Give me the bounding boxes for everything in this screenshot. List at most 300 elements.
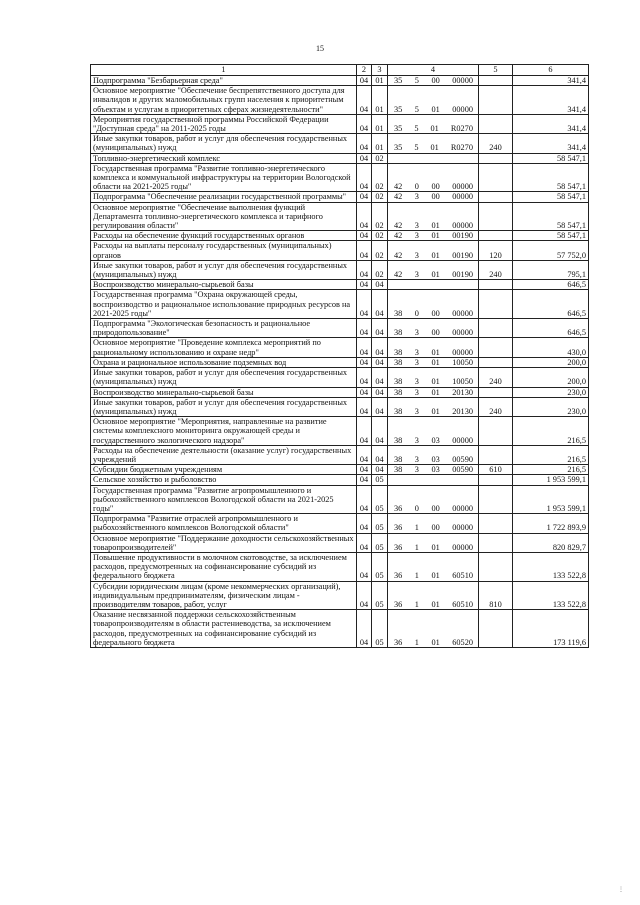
section-code: 04 (357, 260, 372, 279)
table-row (91, 581, 589, 610)
code-part: 00 (431, 308, 440, 318)
section-code: 04 (357, 319, 372, 338)
table-row (91, 552, 589, 581)
table-row (91, 114, 589, 133)
subsection-code: 04 (372, 387, 388, 397)
code-part: 38 (394, 347, 403, 357)
expense-type-code: 120 (479, 241, 513, 260)
table-row (91, 260, 589, 279)
target-article-code (388, 192, 479, 202)
amount: 230,0 (513, 387, 589, 397)
amount: 1 722 893,9 (513, 514, 589, 533)
code-part: 3 (414, 435, 419, 445)
code-part: 5 (414, 76, 419, 85)
code-part: 00 (431, 328, 440, 338)
subsection-code: 04 (372, 357, 388, 367)
code-part: 01 (431, 387, 440, 397)
amount: 1 953 599,1 (513, 485, 589, 514)
target-article-code (388, 368, 479, 387)
code-part: 00 (431, 182, 440, 192)
subsection-code: 02 (372, 241, 388, 260)
section-code: 04 (357, 417, 372, 446)
expense-type-code (479, 338, 513, 357)
item-name: Основное мероприятие "Обеспечение беспрепятственного доступа для инвалидов и других маломобильных групп населения к приоритетным объектам и услугам в приоритетных сферах жизнедеятельности" (91, 86, 357, 115)
table-row (91, 134, 589, 153)
code-part: 36 (394, 599, 403, 609)
subsection-code: 01 (372, 76, 388, 86)
subsection-code: 05 (372, 485, 388, 514)
amount: 58 547,1 (513, 192, 589, 202)
amount: 200,0 (513, 357, 589, 367)
table-row (91, 397, 589, 416)
target-article-code (388, 387, 479, 397)
target-article-code (388, 241, 479, 260)
code-part: 1 (414, 523, 419, 533)
expense-type-code (479, 417, 513, 446)
code-part: 0 (414, 182, 419, 192)
code-part: 01 (431, 406, 440, 416)
code-part: 1 (414, 542, 419, 552)
item-name: Повышение продуктивности в молочном скотоводстве, за исключением расходов, предусмотренных на софинансирование субсидий из федерального бюджета (91, 552, 357, 581)
code-part: 38 (394, 387, 403, 397)
code-part: 00590 (452, 454, 473, 464)
code-part: 3 (414, 270, 419, 280)
code-part: 38 (394, 406, 403, 416)
code-part: 01 (431, 542, 440, 552)
target-article-code (388, 581, 479, 610)
code-part: 42 (394, 221, 403, 231)
section-code: 04 (357, 357, 372, 367)
amount: 57 752,0 (513, 241, 589, 260)
code-part: 35 (394, 76, 403, 85)
code-part: 01 (430, 124, 439, 134)
amount: 341,4 (513, 86, 589, 115)
section-code: 04 (357, 338, 372, 357)
item-name: Основное мероприятие "Проведение комплекса мероприятий по рациональному использованию и охране недр" (91, 338, 357, 357)
amount: 133 522,8 (513, 581, 589, 610)
code-part: 42 (394, 270, 403, 280)
scan-mark: ⋮ (618, 887, 624, 893)
amount: 58 547,1 (513, 153, 589, 163)
table-row (91, 231, 589, 241)
subsection-code: 04 (372, 290, 388, 319)
code-part: 36 (394, 503, 403, 513)
code-part: 3 (414, 406, 419, 416)
item-name: Субсидии юридическим лицам (кроме некоммерческих организаций), индивидуальным предпринимателям, физическим лицам - производителям товаров, работ, услуг (91, 581, 357, 610)
column-header: 6 (513, 65, 589, 76)
item-name: Мероприятия государственной программы Российской Федерации "Доступная среда" на 2011-2025 годы (91, 114, 357, 133)
page-number: 15 (316, 44, 324, 53)
target-article-code (388, 290, 479, 319)
item-name: Иные закупки товаров, работ и услуг для обеспечения государственных (муниципальных) нужд (91, 397, 357, 416)
budget-table (90, 64, 589, 648)
section-code: 04 (357, 163, 372, 192)
section-code: 04 (357, 134, 372, 153)
section-code: 04 (357, 231, 372, 241)
section-code: 04 (357, 485, 372, 514)
code-part: 42 (394, 250, 403, 260)
subsection-code: 05 (372, 514, 388, 533)
subsection-code: 04 (372, 417, 388, 446)
table-row (91, 445, 589, 464)
subsection-code: 05 (372, 475, 388, 485)
target-article-code (388, 114, 479, 133)
code-part: 01 (431, 221, 440, 231)
code-part: 00190 (452, 250, 473, 260)
item-name: Основное мероприятие "Обеспечение выполнения функций Департамента топливно-энергетического комплекса и тарифного регулирования области" (91, 202, 357, 231)
amount: 216,5 (513, 417, 589, 446)
code-part: 3 (414, 357, 419, 367)
subsection-code: 04 (372, 397, 388, 416)
table-row (91, 192, 589, 202)
section-code: 04 (357, 368, 372, 387)
code-part: 00000 (452, 308, 473, 318)
code-part: 03 (431, 465, 440, 475)
code-part: 00000 (452, 523, 473, 533)
code-part: 1 (414, 571, 419, 581)
code-part: 60520 (452, 637, 473, 647)
subsection-code: 04 (372, 280, 388, 290)
code-part: 00000 (452, 182, 473, 192)
section-code: 04 (357, 76, 372, 86)
code-part: 00190 (452, 270, 473, 280)
target-article-code (388, 552, 479, 581)
item-name: Воспроизводство минерально-сырьевой базы (91, 387, 357, 397)
amount: 820 829,7 (513, 533, 589, 552)
table-row (91, 241, 589, 260)
target-article-code (388, 610, 479, 648)
item-name: Расходы на обеспечение функций государственных органов (91, 231, 357, 241)
section-code: 04 (357, 397, 372, 416)
code-part: 1 (414, 637, 419, 647)
item-name: Расходы на обеспечение деятельности (оказание услуг) государственных учреждений (91, 445, 357, 464)
item-name: Государственная программа "Развитие топливно-энергетического комплекса и коммунальной инфраструктуры на территории Вологодской области на 2021-2025 годы" (91, 163, 357, 192)
item-name: Подпрограмма "Экологическая безопасность и рациональное природопользование" (91, 319, 357, 338)
table-row (91, 319, 589, 338)
code-part: 38 (394, 435, 403, 445)
item-name: Государственная программа "Охрана окружающей среды, воспроизводство и рациональное использование природных ресурсов на 2021-2025 годы" (91, 290, 357, 319)
item-name: Иные закупки товаров, работ и услуг для обеспечения государственных (муниципальных) нужд (91, 134, 357, 153)
amount: 58 547,1 (513, 163, 589, 192)
section-code: 04 (357, 114, 372, 133)
code-part: 01 (431, 637, 440, 647)
amount: 795,1 (513, 260, 589, 279)
expense-type-code (479, 387, 513, 397)
code-part: 5 (414, 104, 419, 114)
target-article-code (388, 86, 479, 115)
table-row (91, 465, 589, 475)
code-part: 01 (431, 347, 440, 357)
item-name: Охрана и рациональное использование подземных вод (91, 357, 357, 367)
item-name: Подпрограмма "Обеспечение реализации государственной программы" (91, 192, 357, 202)
amount: 646,5 (513, 290, 589, 319)
subsection-code: 02 (372, 192, 388, 202)
code-part: 42 (394, 182, 403, 192)
subsection-code: 04 (372, 445, 388, 464)
code-part: R0270 (450, 143, 473, 153)
section-code: 04 (357, 86, 372, 115)
code-part: 38 (394, 454, 403, 464)
code-part: 01 (431, 270, 440, 280)
code-part: 00590 (452, 465, 473, 475)
target-article-code (388, 397, 479, 416)
section-code: 04 (357, 610, 372, 648)
item-name: Воспроизводство минерально-сырьевой базы (91, 280, 357, 290)
amount: 133 522,8 (513, 552, 589, 581)
table-row (91, 280, 589, 290)
expense-type-code: 240 (479, 260, 513, 279)
code-part: 3 (414, 454, 419, 464)
expense-type-code (479, 610, 513, 648)
code-part: 3 (414, 221, 419, 231)
target-article-code (388, 485, 479, 514)
item-name: Государственная программа "Развитие агропромышленного и рыбохозяйственного комплексов Вологодской области на 2021-2025 годы" (91, 485, 357, 514)
code-part: 3 (414, 347, 419, 357)
table-row (91, 610, 589, 648)
amount: 341,4 (513, 114, 589, 133)
item-name: Оказание несвязанной поддержки сельскохозяйственным товаропроизводителям в области растениеводства, за исключением расходов, предусмотренных на софинансирование субсидий из федерального бюджета (91, 610, 357, 648)
code-part: 00000 (452, 221, 473, 231)
expense-type-code (479, 357, 513, 367)
target-article-code (388, 338, 479, 357)
expense-type-code (479, 445, 513, 464)
code-part: 3 (414, 465, 419, 475)
subsection-code: 01 (372, 114, 388, 133)
expense-type-code (479, 76, 513, 86)
code-part: 01 (430, 143, 439, 153)
expense-type-code (479, 280, 513, 290)
subsection-code: 04 (372, 465, 388, 475)
code-part: 00 (431, 503, 440, 513)
subsection-code: 02 (372, 231, 388, 241)
subsection-code: 05 (372, 581, 388, 610)
code-part: 42 (394, 192, 403, 202)
subsection-code: 05 (372, 610, 388, 648)
subsection-code: 05 (372, 533, 388, 552)
table-row (91, 202, 589, 231)
table-row (91, 357, 589, 367)
code-part: 20130 (452, 406, 473, 416)
table-row (91, 533, 589, 552)
target-article-code (388, 319, 479, 338)
expense-type-code (479, 319, 513, 338)
subsection-code: 05 (372, 552, 388, 581)
code-part: 10050 (452, 377, 473, 387)
expense-type-code: 240 (479, 397, 513, 416)
expense-type-code (479, 475, 513, 485)
table-row (91, 368, 589, 387)
target-article-code (388, 465, 479, 475)
code-part: 00000 (452, 435, 473, 445)
code-part: 35 (394, 143, 403, 153)
table-row (91, 290, 589, 319)
subsection-code: 04 (372, 368, 388, 387)
code-part: 20130 (452, 387, 473, 397)
expense-type-code (479, 533, 513, 552)
subsection-code: 04 (372, 338, 388, 357)
code-part: 38 (394, 328, 403, 338)
expense-type-code: 240 (479, 134, 513, 153)
code-part: 38 (394, 308, 403, 318)
code-part: 60510 (452, 571, 473, 581)
code-part: 01 (431, 377, 440, 387)
column-header: 2 (357, 65, 372, 76)
expense-type-code (479, 485, 513, 514)
expense-type-code (479, 114, 513, 133)
item-name: Основное мероприятие "Поддержание доходности сельскохозяйственных товаропроизводителей" (91, 533, 357, 552)
table-row (91, 153, 589, 163)
code-part: 3 (414, 231, 419, 241)
code-part: 5 (414, 143, 419, 153)
expense-type-code (479, 153, 513, 163)
item-name: Расходы на выплаты персоналу государственных (муниципальных) органов (91, 241, 357, 260)
amount: 58 547,1 (513, 231, 589, 241)
code-part: 36 (394, 523, 403, 533)
item-name: Подпрограмма "Безбарьерная среда" (91, 76, 357, 86)
target-article-code (388, 357, 479, 367)
code-part: 01 (431, 231, 440, 241)
expense-type-code (479, 86, 513, 115)
code-part: R0270 (450, 124, 473, 134)
code-part: 0 (414, 503, 419, 513)
target-article-code (388, 202, 479, 231)
expense-type-code (479, 163, 513, 192)
section-code: 04 (357, 581, 372, 610)
subsection-code: 01 (372, 86, 388, 115)
table-row (91, 338, 589, 357)
expense-type-code (479, 202, 513, 231)
table-body (91, 76, 589, 648)
code-part: 1 (414, 599, 419, 609)
section-code: 04 (357, 552, 372, 581)
code-part: 3 (414, 377, 419, 387)
code-part: 00000 (452, 104, 473, 114)
item-name: Сельское хозяйство и рыболовство (91, 475, 357, 485)
code-part: 01 (431, 104, 440, 114)
code-part: 3 (414, 328, 419, 338)
code-part: 36 (394, 571, 403, 581)
section-code: 04 (357, 290, 372, 319)
code-part: 00 (431, 76, 440, 85)
subsection-code: 04 (372, 319, 388, 338)
target-article-code (388, 76, 479, 86)
column-header: 4 (388, 65, 479, 76)
target-article-code (388, 280, 479, 290)
expense-type-code: 610 (479, 465, 513, 475)
expense-type-code (479, 514, 513, 533)
code-part: 42 (394, 231, 403, 241)
code-part: 38 (394, 465, 403, 475)
table-row (91, 387, 589, 397)
table-row (91, 76, 589, 86)
expense-type-code (479, 552, 513, 581)
subsection-code: 02 (372, 153, 388, 163)
subsection-code: 02 (372, 260, 388, 279)
expense-type-code (479, 231, 513, 241)
code-part: 00000 (452, 542, 473, 552)
expense-type-code (479, 192, 513, 202)
table-row (91, 514, 589, 533)
amount: 341,4 (513, 76, 589, 86)
code-part: 01 (431, 250, 440, 260)
amount: 173 119,6 (513, 610, 589, 648)
code-part: 01 (431, 357, 440, 367)
section-code: 04 (357, 202, 372, 231)
section-code: 04 (357, 445, 372, 464)
target-article-code (388, 260, 479, 279)
amount: 1 953 599,1 (513, 475, 589, 485)
section-code: 04 (357, 465, 372, 475)
column-header: 5 (479, 65, 513, 76)
header-row (91, 65, 589, 76)
amount: 646,5 (513, 319, 589, 338)
subsection-code: 01 (372, 134, 388, 153)
code-part: 01 (431, 571, 440, 581)
code-part: 36 (394, 542, 403, 552)
item-name: Субсидии бюджетным учреждениям (91, 465, 357, 475)
code-part: 3 (414, 192, 419, 202)
amount: 200,0 (513, 368, 589, 387)
item-name: Иные закупки товаров, работ и услуг для обеспечения государственных (муниципальных) нужд (91, 260, 357, 279)
expense-type-code: 810 (479, 581, 513, 610)
table-row (91, 417, 589, 446)
code-part: 00000 (452, 503, 473, 513)
table-row (91, 485, 589, 514)
section-code: 04 (357, 514, 372, 533)
expense-type-code: 240 (479, 368, 513, 387)
code-part: 00000 (452, 192, 473, 202)
target-article-code (388, 231, 479, 241)
amount: 58 547,1 (513, 202, 589, 231)
amount: 430,0 (513, 338, 589, 357)
code-part: 10050 (452, 357, 473, 367)
column-header: 1 (91, 65, 357, 76)
amount: 216,5 (513, 445, 589, 464)
section-code: 04 (357, 533, 372, 552)
section-code: 04 (357, 387, 372, 397)
code-part: 60510 (452, 599, 473, 609)
target-article-code (388, 514, 479, 533)
code-part: 00000 (452, 76, 473, 85)
table-row (91, 86, 589, 115)
item-name: Основное мероприятие "Мероприятия, направленные на развитие системы комплексного мониторинга окружающей среды и государственного экологического надзора" (91, 417, 357, 446)
subsection-code: 02 (372, 163, 388, 192)
section-code: 04 (357, 153, 372, 163)
code-part: 01 (431, 599, 440, 609)
code-part: 03 (431, 454, 440, 464)
code-part: 00 (431, 523, 440, 533)
column-header: 3 (372, 65, 388, 76)
expense-type-code (479, 290, 513, 319)
item-name: Топливно-энергетический комплекс (91, 153, 357, 163)
target-article-code (388, 417, 479, 446)
section-code: 04 (357, 241, 372, 260)
code-part: 00000 (452, 347, 473, 357)
amount: 341,4 (513, 134, 589, 153)
target-article-code (388, 163, 479, 192)
item-name: Иные закупки товаров, работ и услуг для обеспечения государственных (муниципальных) нужд (91, 368, 357, 387)
code-part: 35 (394, 124, 403, 134)
code-part: 00000 (452, 328, 473, 338)
code-part: 38 (394, 357, 403, 367)
target-article-code (388, 475, 479, 485)
target-article-code (388, 445, 479, 464)
item-name: Подпрограмма "Развитие отраслей агропромышленного и рыбохозяйственного комплексов Вологодской области" (91, 514, 357, 533)
section-code: 04 (357, 475, 372, 485)
code-part: 03 (431, 435, 440, 445)
code-part: 0 (414, 308, 419, 318)
code-part: 3 (414, 250, 419, 260)
